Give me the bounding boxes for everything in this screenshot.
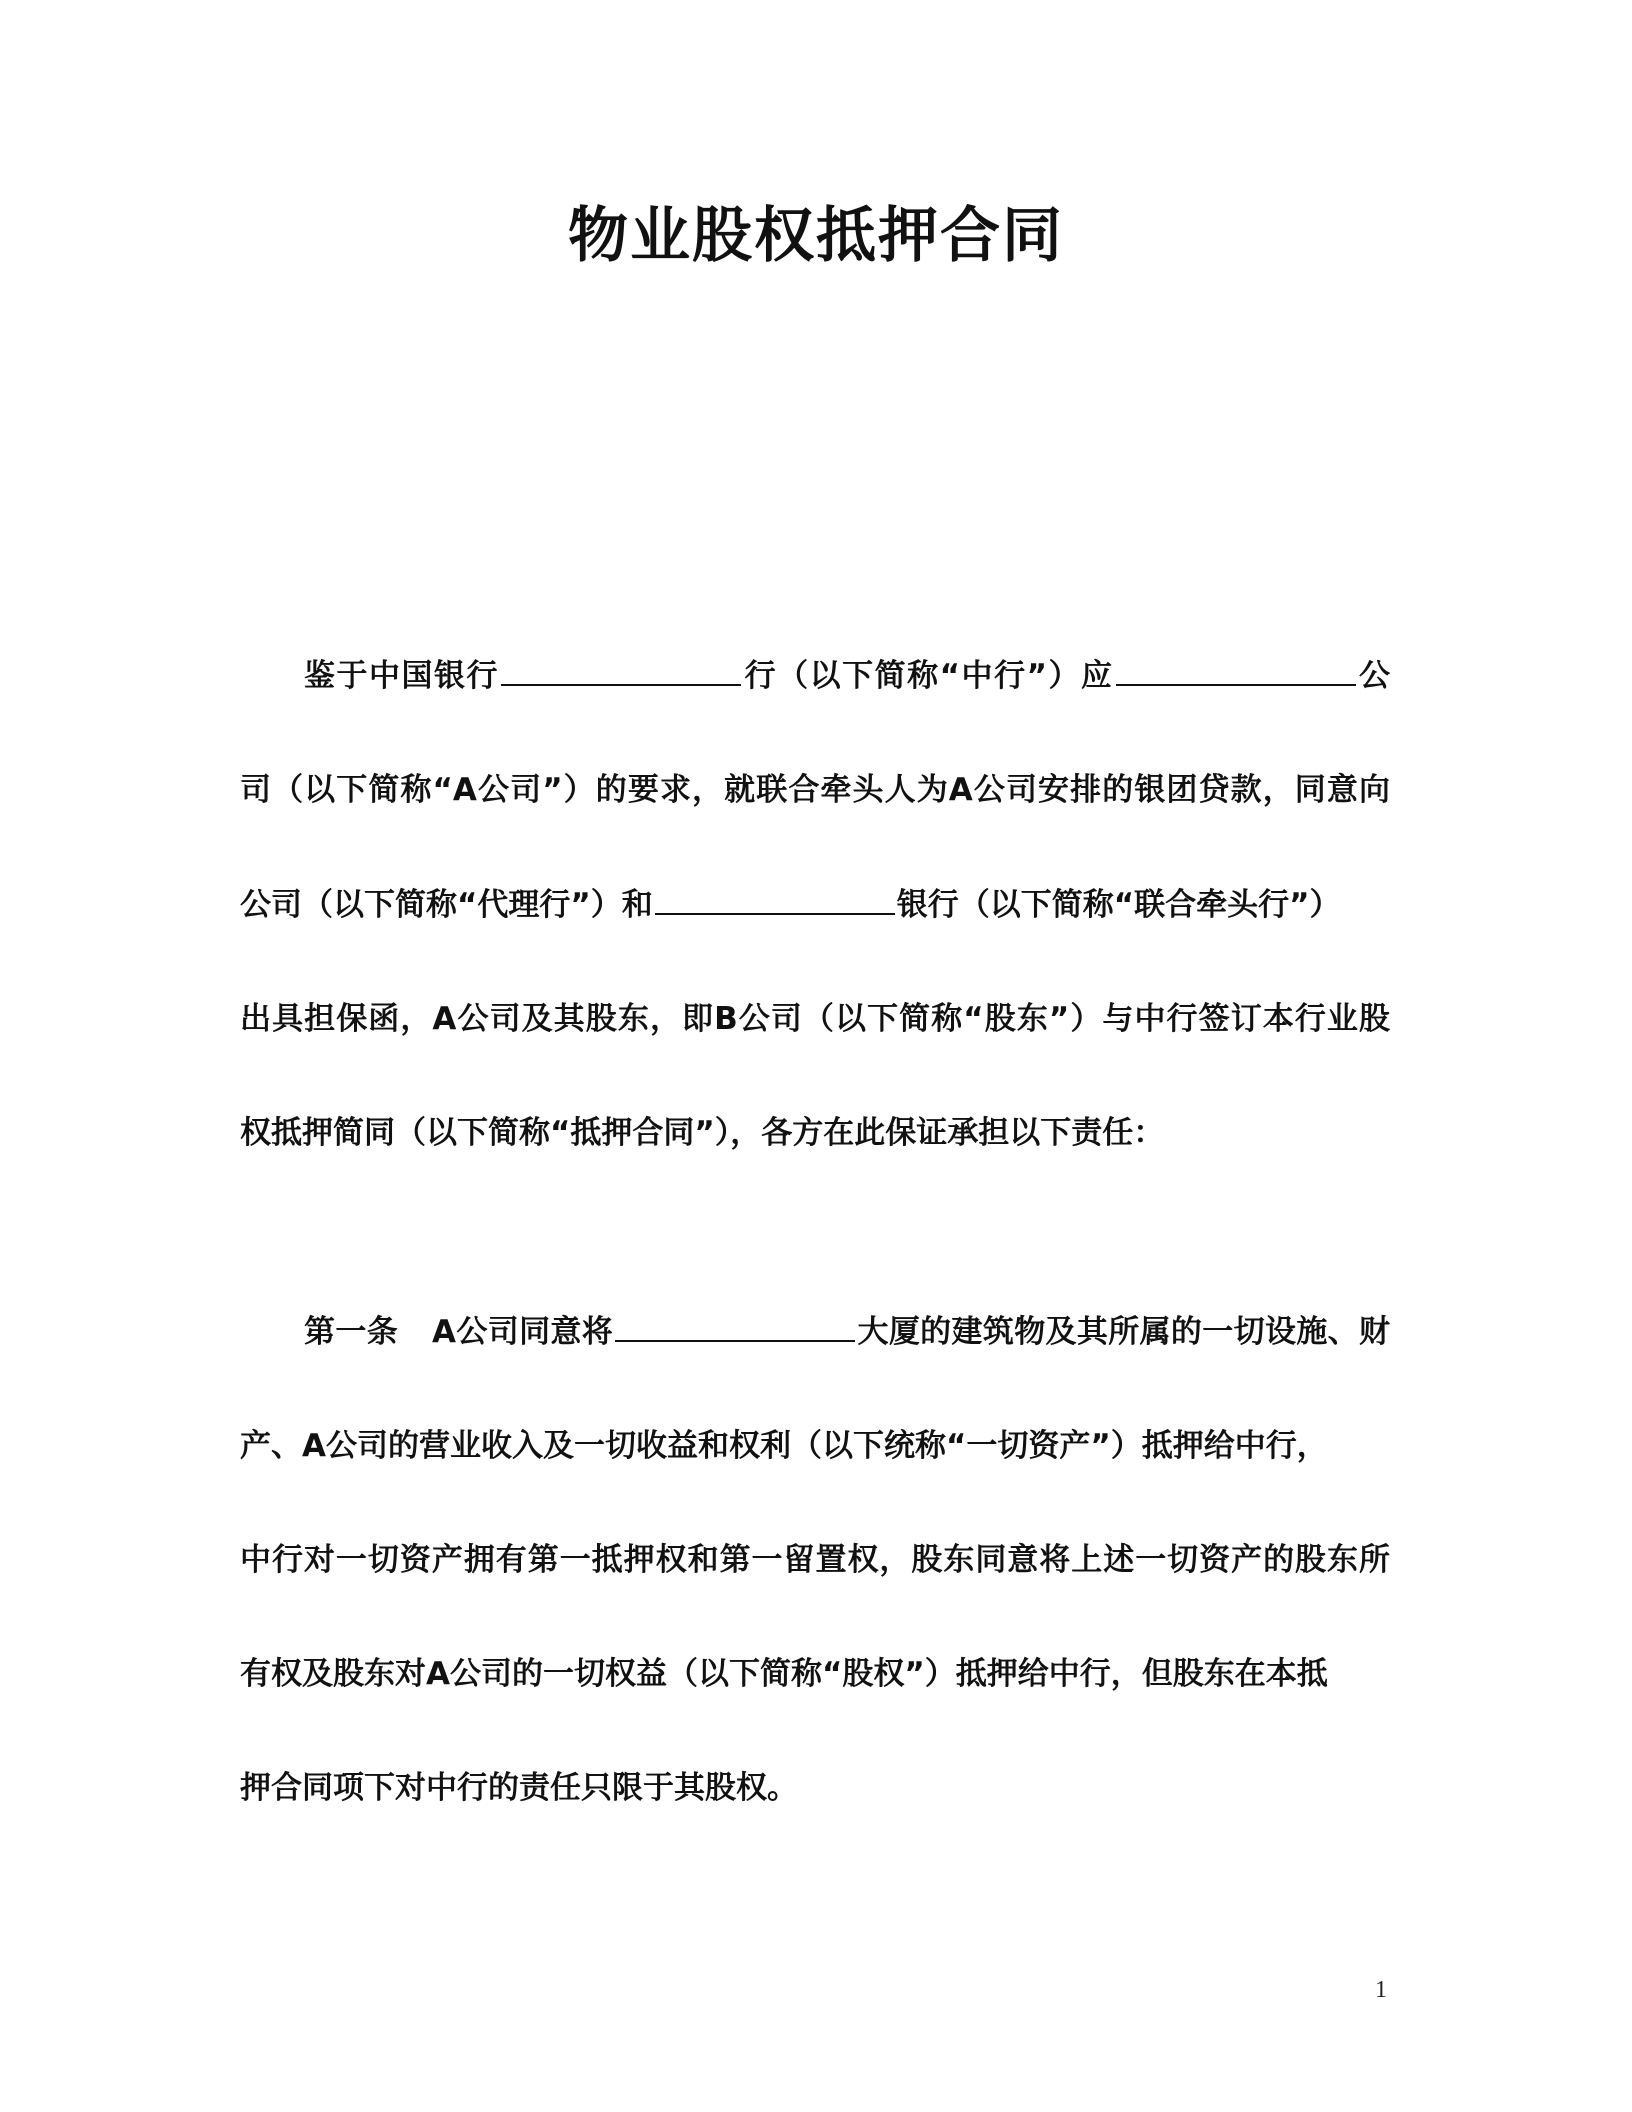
preamble-text: 行（以下简称“中行”）应 — [743, 658, 1114, 694]
preamble-line-4: 出具担保函，A公司及其股东，即B公司（以下简称“股东”）与中行签订本行业股 — [240, 1001, 1390, 1037]
preamble-text: 鉴于中国银行 — [304, 658, 500, 694]
article1-line-3: 中行对一切资产拥有第一抵押权和第一留置权，股东同意将上述一切资产的股东所 — [240, 1542, 1390, 1578]
article-text: A公司同意将 — [432, 1314, 614, 1350]
article-text: 大厦的建筑物及其所属的一切设施、财 — [857, 1314, 1391, 1350]
preamble-text: 公司（以下简称“代理行”）和 — [240, 887, 653, 923]
document-title: 物业股权抵押合同 — [568, 201, 1064, 271]
article1-line-4: 有权及股东对A公司的一切权益（以下简称“股权”）抵押给中行，但股东在本抵 — [240, 1656, 1328, 1692]
preamble-line-1 — [304, 648, 1390, 704]
preamble-line-5: 权抵押简同（以下简称“抵押合同”），各方在此保证承担以下责任： — [240, 1115, 1165, 1151]
article1-line-2: 产、A公司的营业收入及一切收益和权利（以下统称“一切资产”）抵押给中行， — [240, 1428, 1328, 1464]
article-heading: 第一条 — [304, 1314, 399, 1350]
fill-in-blank[interactable] — [655, 883, 895, 915]
fill-in-blank[interactable] — [501, 654, 741, 686]
article1-line-1 — [304, 1304, 1390, 1360]
preamble-text: 公 — [1357, 658, 1391, 694]
preamble-text: 银行（以下简称“联合牵头行”） — [896, 887, 1341, 923]
fill-in-blank[interactable] — [1116, 654, 1356, 686]
article1-line-5: 押合同项下对中行的责任只限于其股权。 — [240, 1770, 798, 1806]
fill-in-blank[interactable] — [615, 1310, 855, 1342]
preamble-line-3 — [240, 877, 1390, 933]
page-number: 1 — [1375, 1977, 1387, 2003]
preamble-line-2: 司（以下简称“A公司”）的要求，就联合牵头人为A公司安排的银团贷款，同意向 — [240, 772, 1390, 808]
